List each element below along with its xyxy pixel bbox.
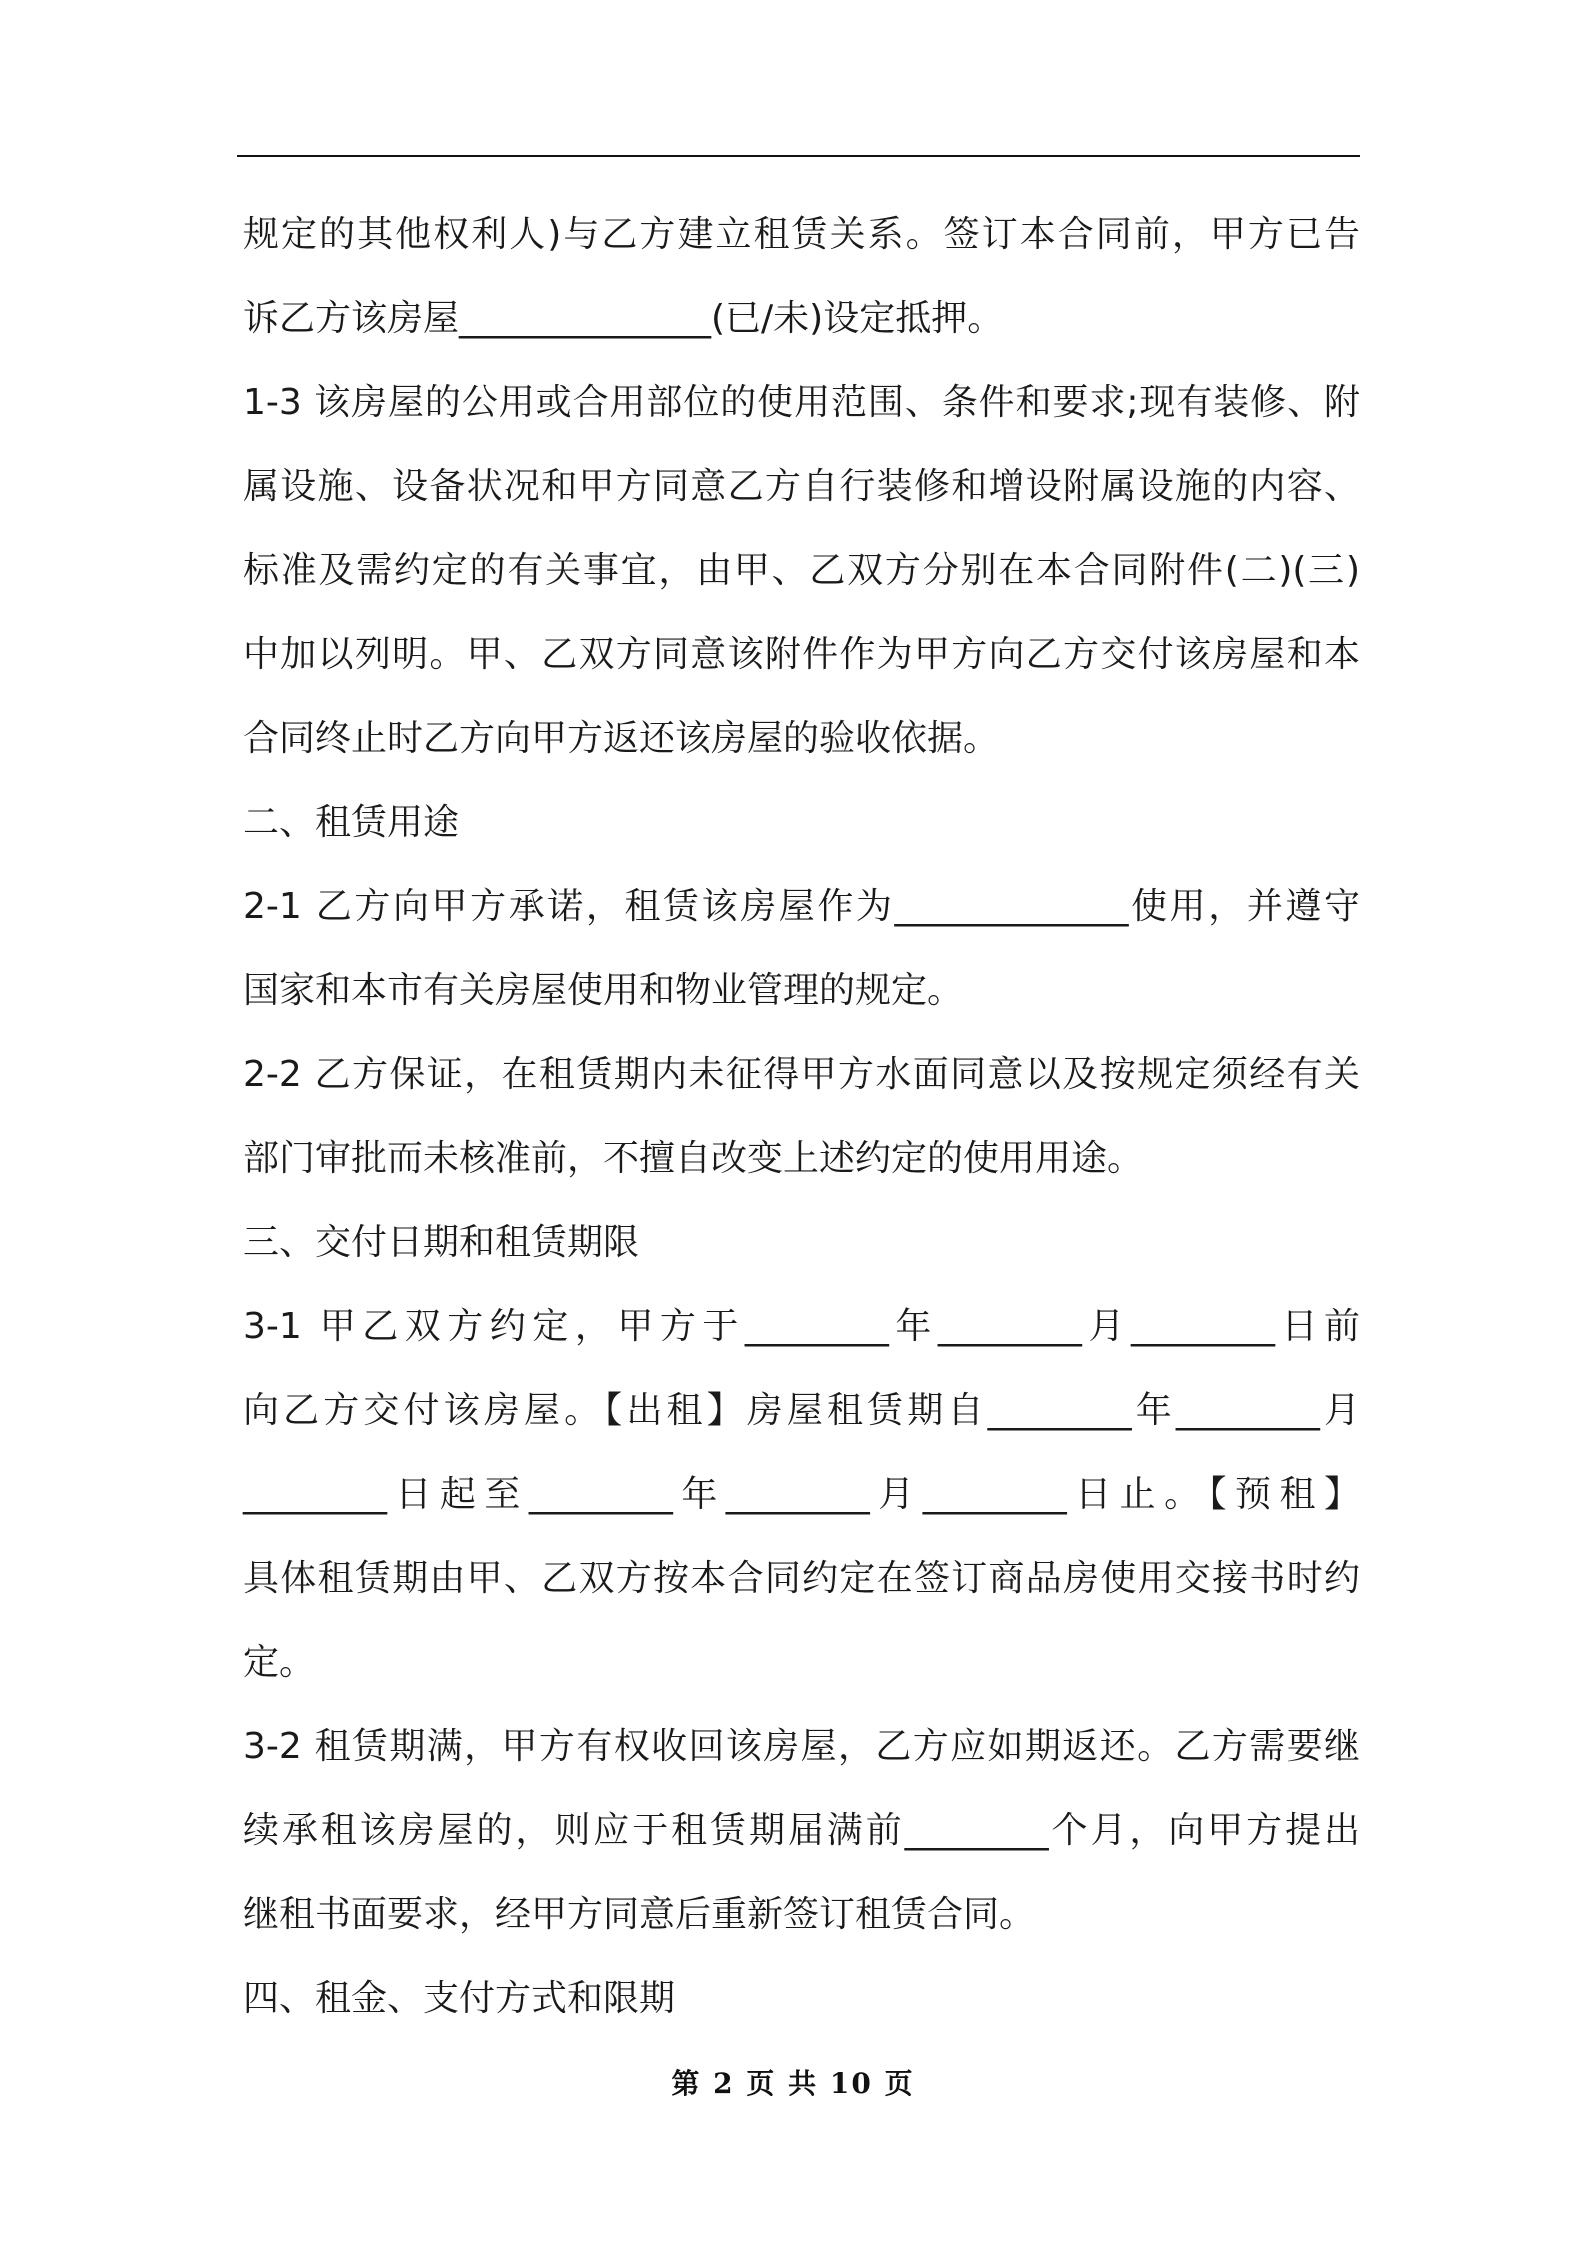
clause-3-2-line-1: 3-2 租赁期满，甲方有权收回该房屋，乙方应如期返还。乙方需要继 bbox=[243, 1726, 1360, 1767]
section-heading-4: 四、租金、支付方式和限期 bbox=[243, 1978, 676, 2019]
clause-3-1-line-2: 向乙方交付该房屋。【出租】房屋租赁期自________年________月 bbox=[243, 1390, 1360, 1431]
section-heading-3: 三、交付日期和租赁期限 bbox=[243, 1222, 640, 1263]
clause-3-2-line-2: 续承租该房屋的，则应于租赁期届满前________个月，向甲方提出 bbox=[243, 1810, 1360, 1851]
text-line-2: 诉乙方该房屋______________(已/未)设定抵押。 bbox=[243, 298, 1004, 339]
clause-2-2-line-2: 部门审批而未核准前，不擅自改变上述约定的使用用途。 bbox=[243, 1138, 1144, 1179]
clause-1-3-line-4: 中加以列明。甲、乙双方同意该附件作为甲方向乙方交付该房屋和本 bbox=[243, 634, 1360, 675]
clause-2-1-line-2: 国家和本市有关房屋使用和物业管理的规定。 bbox=[243, 970, 964, 1011]
clause-1-3-line-2: 属设施、设备状况和甲方同意乙方自行装修和增设附属设施的内容、 bbox=[243, 466, 1360, 507]
section-heading-2: 二、租赁用途 bbox=[243, 802, 460, 843]
header-rule bbox=[237, 155, 1360, 157]
clause-1-3-line-1: 1-3 该房屋的公用或合用部位的使用范围、条件和要求;现有装修、附 bbox=[243, 382, 1360, 423]
clause-3-1-line-3: ________日起至________年________月________日止。【预租】 bbox=[243, 1474, 1360, 1515]
clause-3-1-line-1: 3-1 甲乙双方约定，甲方于________年________月________日前 bbox=[243, 1306, 1360, 1347]
clause-1-3-line-5: 合同终止时乙方向甲方返还该房屋的验收依据。 bbox=[243, 718, 1000, 759]
document-body bbox=[243, 193, 1360, 2041]
clause-3-1-line-4: 具体租赁期由甲、乙双方按本合同约定在签订商品房使用交接书时约 bbox=[243, 1558, 1360, 1599]
clause-1-3-line-3: 标准及需约定的有关事宜，由甲、乙双方分别在本合同附件(二)(三) bbox=[243, 550, 1360, 591]
clause-3-1-line-5: 定。 bbox=[243, 1642, 316, 1683]
clause-2-2-line-1: 2-2 乙方保证，在租赁期内未征得甲方水面同意以及按规定须经有关 bbox=[243, 1054, 1360, 1095]
page-number-footer: 第 2 页 共 10 页 bbox=[671, 2067, 915, 2100]
text-line-1: 规定的其他权利人)与乙方建立租赁关系。签订本合同前，甲方已告 bbox=[243, 214, 1360, 255]
clause-2-1-line-1: 2-1 乙方向甲方承诺，租赁该房屋作为_____________使用，并遵守 bbox=[243, 886, 1360, 927]
clause-3-2-line-3: 继租书面要求，经甲方同意后重新签订租赁合同。 bbox=[243, 1894, 1036, 1935]
